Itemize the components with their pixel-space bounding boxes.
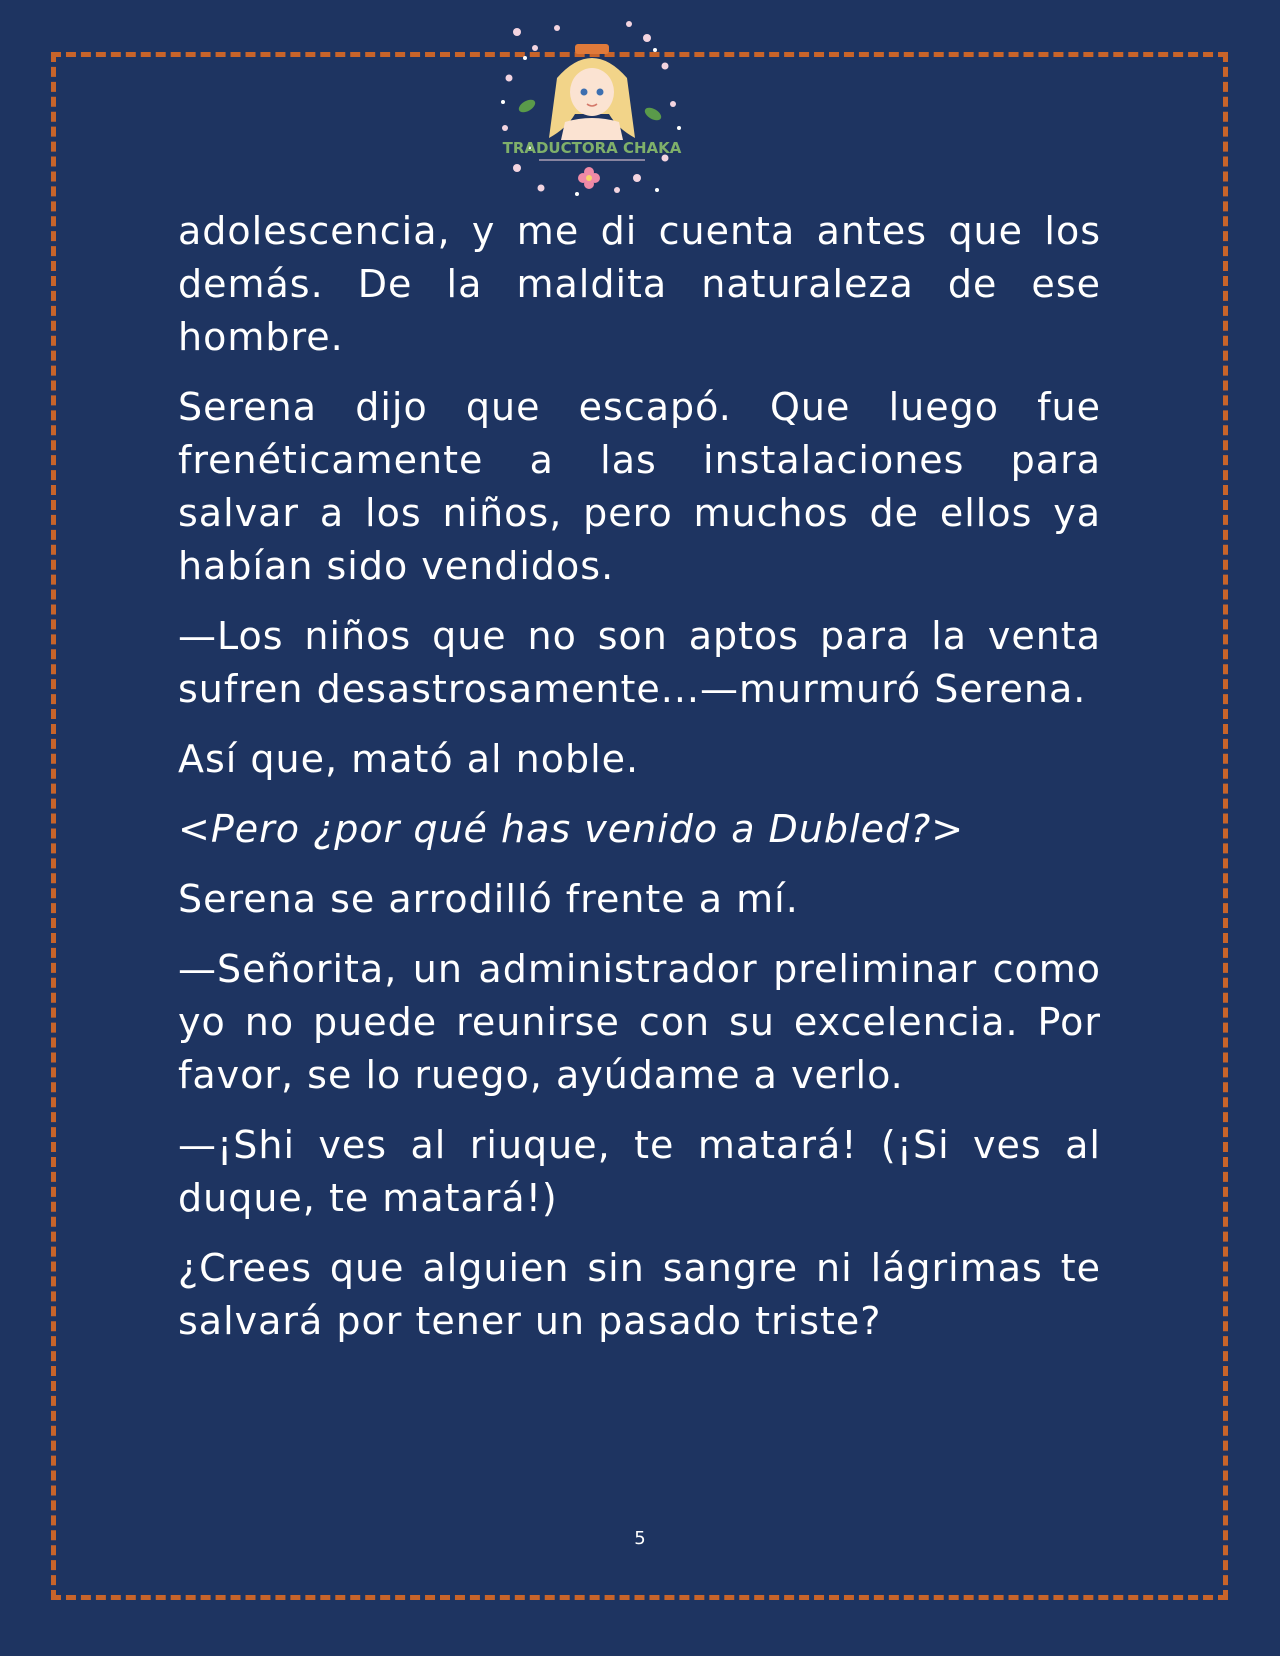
- paragraph: adolescencia, y me di cuenta antes que los demás. De la maldita naturaleza de ese hombre.: [178, 209, 1101, 359]
- translator-logo-icon: [497, 18, 687, 200]
- paragraph: —Los niños que no son aptos para la venta sufren desastrosamente...—murmuró Serena.: [178, 614, 1101, 711]
- translator-logo: [497, 18, 687, 200]
- paragraph: Así que, mató al noble.: [178, 737, 640, 781]
- paragraph: —Señorita, un administrador preliminar como yo no puede reunirse con su excelencia. Por favor, se lo ruego, ayúdame a verlo.: [178, 947, 1101, 1097]
- logo-text: TRADUCTORA CHAKA: [502, 139, 682, 157]
- paragraph: Serena dijo que escapó. Que luego fue frenéticamente a las instalaciones para salvar a los niños, pero muchos de ellos ya habían sido vendidos.: [178, 385, 1101, 588]
- paragraph: ¿Crees que alguien sin sangre ni lágrimas te salvará por tener un pasado triste?: [178, 1246, 1101, 1343]
- paragraph: Serena se arrodilló frente a mí.: [178, 877, 799, 921]
- paragraph: —¡Shi ves al riuque, te matará! (¡Si ves al duque, te matará!): [178, 1123, 1101, 1220]
- page-number: 5: [634, 1528, 646, 1549]
- paragraph: <Pero ¿por qué has venido a Dubled?>: [178, 807, 965, 851]
- chapter-text: [178, 205, 1101, 1365]
